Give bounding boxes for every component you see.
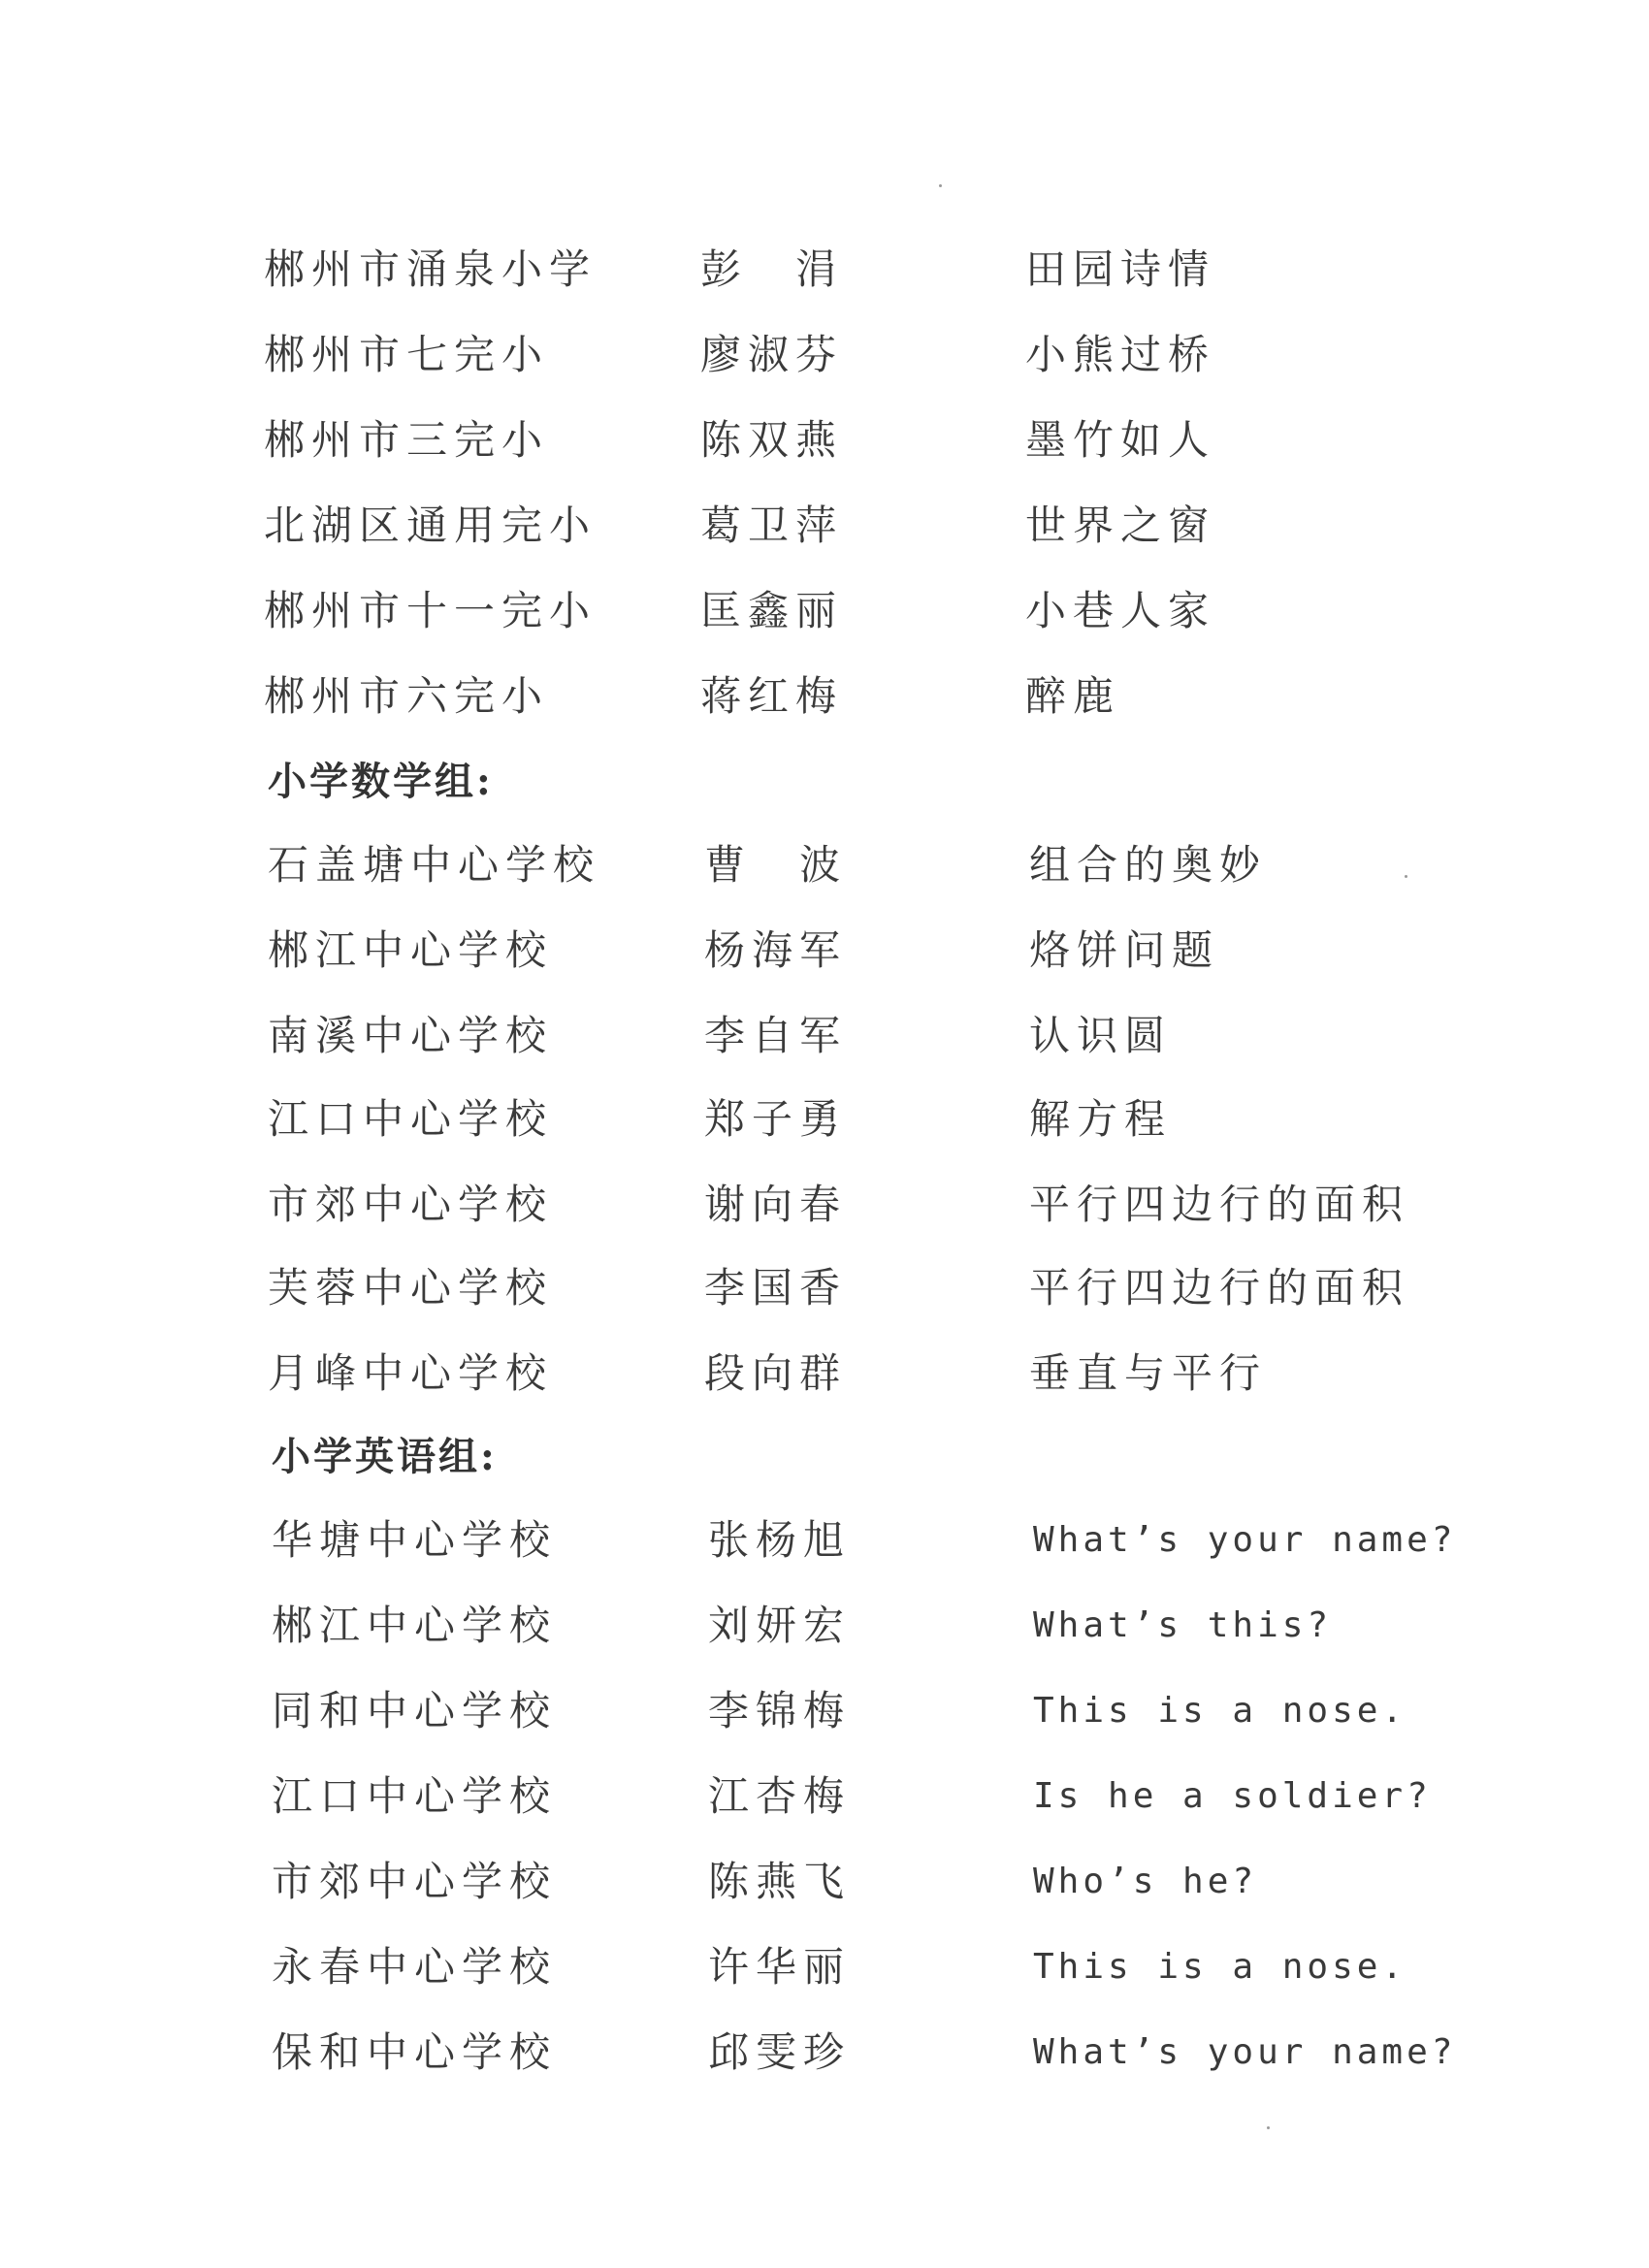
school-name: 郴州市三完小	[264, 416, 550, 464]
lesson-topic: This is a nose.	[1033, 1947, 1407, 1987]
list-row	[268, 1090, 1649, 1149]
teacher-name: 邱雯珍	[708, 2028, 852, 2076]
school-name: 郴州市六完小	[264, 672, 550, 720]
school-name: 郴江中心学校	[272, 1602, 558, 1649]
lesson-topic: Who’s he?	[1033, 1862, 1258, 1901]
school-name: 郴州市十一完小	[264, 587, 598, 634]
scan-speck	[1267, 2126, 1270, 2129]
teacher-name: 葛卫萍	[700, 502, 844, 549]
list-row	[264, 241, 1649, 299]
lesson-topic: 小巷人家	[1025, 587, 1216, 634]
teacher-name: 段向群	[704, 1349, 848, 1397]
lesson-topic: What’s your name?	[1033, 1520, 1457, 1560]
teacher-name: 蒋红梅	[700, 672, 844, 720]
lesson-topic: This is a nose.	[1033, 1691, 1407, 1731]
list-row	[272, 1938, 1649, 1996]
school-name: 石盖塘中心学校	[268, 841, 601, 889]
teacher-name: 曹 波	[704, 841, 848, 889]
teacher-name: 谢向春	[704, 1181, 848, 1228]
lesson-topic: 平行四边行的面积	[1029, 1181, 1410, 1228]
teacher-name: 陈燕飞	[708, 1858, 852, 1905]
school-name: 郴州市涌泉小学	[264, 245, 598, 293]
list-row	[264, 497, 1649, 555]
school-name: 芙蓉中心学校	[268, 1264, 554, 1312]
list-row	[272, 1853, 1649, 1911]
lesson-topic: 烙饼问题	[1029, 926, 1220, 974]
lesson-topic: 平行四边行的面积	[1029, 1264, 1410, 1312]
list-row	[268, 1007, 1649, 1065]
school-name: 同和中心学校	[272, 1687, 558, 1734]
teacher-name: 陈双燕	[700, 416, 844, 464]
teacher-name: 郑子勇	[704, 1095, 848, 1143]
list-row	[268, 1345, 1649, 1403]
list-row	[272, 2024, 1649, 2082]
teacher-name: 李国香	[704, 1264, 848, 1312]
list-row	[264, 326, 1649, 384]
scan-speck	[939, 184, 942, 187]
lesson-topic: 醉鹿	[1025, 672, 1121, 720]
list-row	[268, 922, 1649, 980]
section-heading-math: 小学数学组:	[268, 759, 494, 804]
lesson-topic: What’s your name?	[1033, 2032, 1457, 2072]
lesson-topic: 解方程	[1029, 1095, 1173, 1143]
teacher-name: 许华丽	[708, 1943, 852, 1991]
lesson-topic: 田园诗情	[1025, 245, 1216, 293]
list-row	[264, 667, 1649, 726]
lesson-topic: Is he a soldier?	[1033, 1776, 1432, 1816]
lesson-topic: 小熊过桥	[1025, 331, 1216, 378]
list-row	[272, 1767, 1649, 1826]
school-name: 永春中心学校	[272, 1943, 558, 1991]
school-name: 郴江中心学校	[268, 926, 554, 974]
school-name: 华塘中心学校	[272, 1516, 558, 1564]
lesson-topic: 墨竹如人	[1025, 416, 1216, 464]
school-name: 江口中心学校	[268, 1095, 554, 1143]
teacher-name: 匡鑫丽	[700, 587, 844, 634]
teacher-name: 彭 涓	[700, 245, 844, 293]
list-row	[272, 1597, 1649, 1655]
school-name: 月峰中心学校	[268, 1349, 554, 1397]
lesson-topic: What’s this?	[1033, 1605, 1333, 1645]
teacher-name: 刘妍宏	[708, 1602, 852, 1649]
list-row	[268, 1259, 1649, 1317]
school-name: 南溪中心学校	[268, 1012, 554, 1059]
school-name: 郴州市七完小	[264, 331, 550, 378]
teacher-name: 李自军	[704, 1012, 848, 1059]
lesson-topic: 世界之窗	[1025, 502, 1216, 549]
lesson-topic: 认识圆	[1029, 1012, 1173, 1059]
scan-speck	[1405, 875, 1407, 878]
school-name: 市郊中心学校	[272, 1858, 558, 1905]
list-row	[272, 1511, 1649, 1570]
teacher-name: 张杨旭	[708, 1516, 852, 1564]
teacher-name: 江杏梅	[708, 1772, 852, 1820]
lesson-topic: 垂直与平行	[1029, 1349, 1268, 1397]
list-row	[268, 836, 1649, 894]
teacher-name: 杨海军	[704, 926, 848, 974]
teacher-name: 李锦梅	[708, 1687, 852, 1734]
school-name: 保和中心学校	[272, 2028, 558, 2076]
school-name: 北湖区通用完小	[264, 502, 598, 549]
list-row	[264, 411, 1649, 470]
section-heading-english: 小学英语组:	[272, 1434, 498, 1479]
list-row	[272, 1682, 1649, 1740]
lesson-topic: 组合的奥妙	[1029, 841, 1268, 889]
teacher-name: 廖淑芬	[700, 331, 844, 378]
school-name: 市郊中心学校	[268, 1181, 554, 1228]
list-row	[268, 1176, 1649, 1234]
school-name: 江口中心学校	[272, 1772, 558, 1820]
list-row	[264, 582, 1649, 640]
